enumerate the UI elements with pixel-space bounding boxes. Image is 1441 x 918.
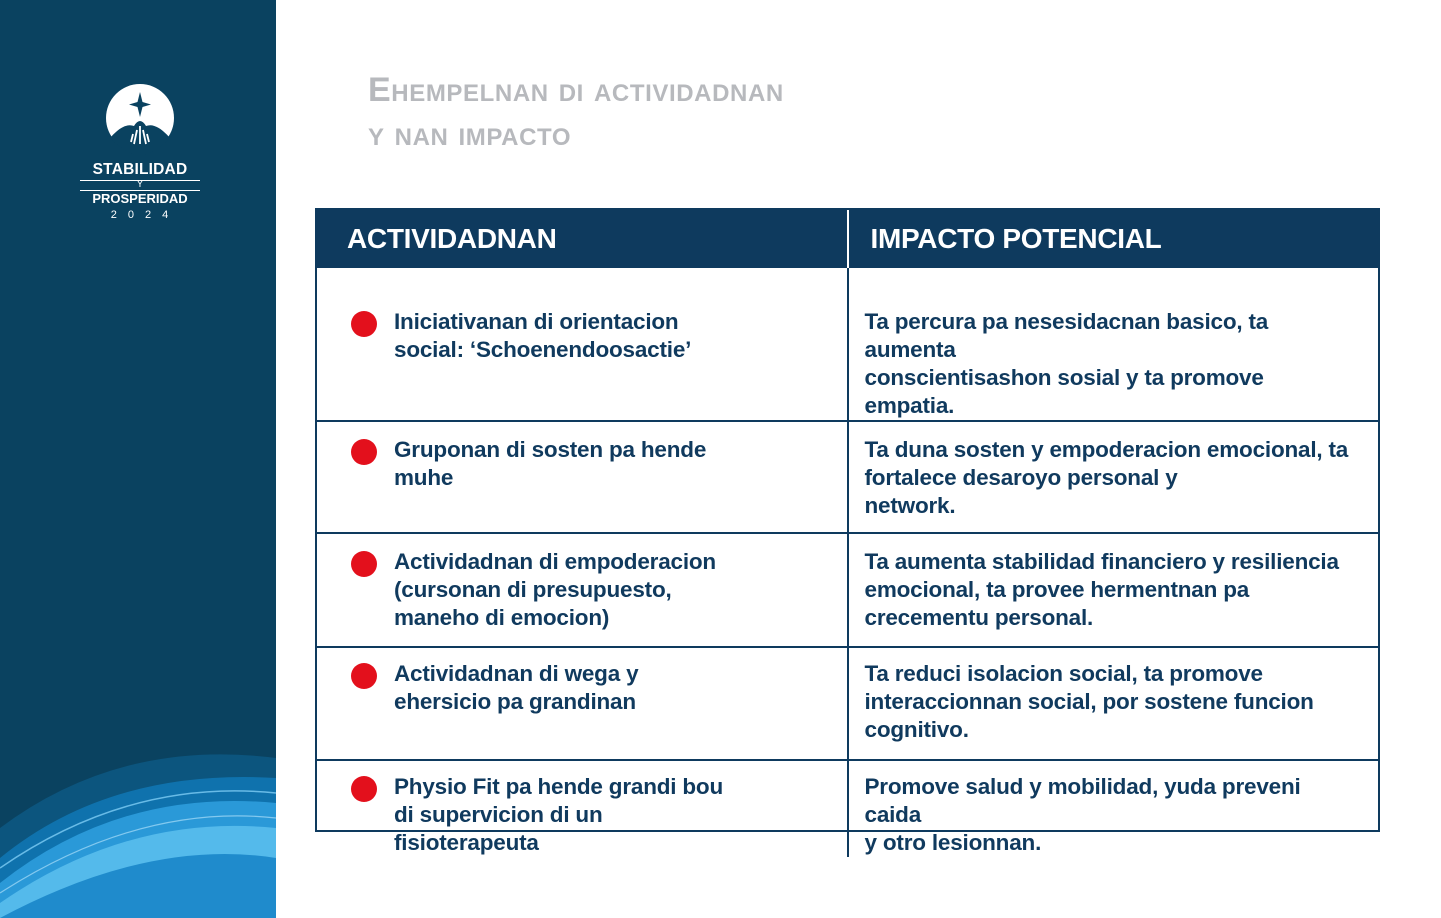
impact-text-line: interaccionnan social, por sostene funcion — [864, 689, 1314, 714]
header-activities: ACTIVIDADNAN — [317, 210, 848, 268]
logo-text-stabilidad: STABILIDAD — [80, 161, 200, 181]
header-impact: IMPACTO POTENCIAL — [848, 210, 1379, 268]
activity-text-line: Physio Fit pa hende grandi bou — [394, 774, 724, 799]
sidebar — [0, 0, 276, 918]
impact-text-line: Ta reduci isolacion social, ta promove — [864, 661, 1263, 686]
red-dot-icon — [351, 776, 377, 802]
table-row — [317, 760, 1378, 857]
impact-text-line: cognitivo. — [864, 717, 969, 742]
activity-text-line: Iniciativanan di orientacion — [394, 309, 679, 334]
impact-text-line: conscientisashon sosial y ta promove empatia. — [864, 365, 1264, 418]
page-title-line-2: y nan impacto — [368, 115, 572, 153]
logo — [80, 82, 200, 221]
table-row — [317, 268, 1378, 421]
impact-text-line: emocional, ta provee hermentnan pa — [864, 577, 1250, 602]
impact-text-line: Ta duna sosten y empoderacion emocional, ta — [864, 437, 1349, 462]
impact-cell — [848, 760, 1379, 857]
decorative-waves — [0, 718, 276, 918]
activity-text-line: Gruponan di sosten pa hende — [394, 437, 707, 462]
impact-cell — [848, 421, 1379, 533]
impact-text-line: network. — [864, 493, 956, 518]
activity-text-line: muhe — [394, 465, 454, 490]
impact-text-line: Ta aumenta stabilidad financiero y resiliencia — [864, 549, 1339, 574]
logo-text-prosperidad: PROSPERIDAD — [80, 190, 200, 207]
impact-cell — [848, 268, 1379, 421]
mountain-star-emblem-icon — [104, 82, 176, 162]
activity-text-line: Actividadnan di wega y — [394, 661, 639, 686]
table-row — [317, 421, 1378, 533]
page-title-line-1: Ehempelnan di actividadnan — [368, 71, 784, 109]
impact-text-line: Promove salud y mobilidad, yuda preveni caida — [864, 774, 1301, 827]
activities-table — [315, 208, 1380, 855]
impact-cell — [848, 533, 1379, 647]
activity-text-line: fisioterapeuta — [394, 830, 539, 855]
impact-text-line: Ta percura pa nesesidacnan basico, ta aumenta — [864, 309, 1269, 362]
red-dot-icon — [351, 551, 377, 577]
activity-text-line: (cursonan di presupuesto, — [394, 577, 672, 602]
impact-text-line: crecementu personal. — [864, 605, 1094, 630]
activity-text-line: di supervicion di un — [394, 802, 603, 827]
page-title — [368, 68, 784, 156]
activity-text-line: social: ‘Schoenendoosactie’ — [394, 337, 692, 362]
table-row — [317, 533, 1378, 647]
red-dot-icon — [351, 663, 377, 689]
activity-cell — [317, 647, 848, 760]
activity-cell — [317, 533, 848, 647]
red-dot-icon — [351, 311, 377, 337]
impact-text-line: fortalece desaroyo personal y — [864, 465, 1178, 490]
activity-text-line: ehersicio pa grandinan — [394, 689, 636, 714]
activity-cell — [317, 421, 848, 533]
activity-cell — [317, 268, 848, 421]
impact-cell — [848, 647, 1379, 760]
activity-cell — [317, 760, 848, 857]
impact-text-line: y otro lesionnan. — [864, 830, 1042, 855]
activity-text-line: Actividadnan di empoderacion — [394, 549, 716, 574]
logo-text-year: 2024 — [110, 209, 180, 221]
red-dot-icon — [351, 439, 377, 465]
activity-text-line: maneho di emocion) — [394, 605, 610, 630]
logo-text-y: Y — [136, 179, 144, 190]
table-row — [317, 647, 1378, 760]
